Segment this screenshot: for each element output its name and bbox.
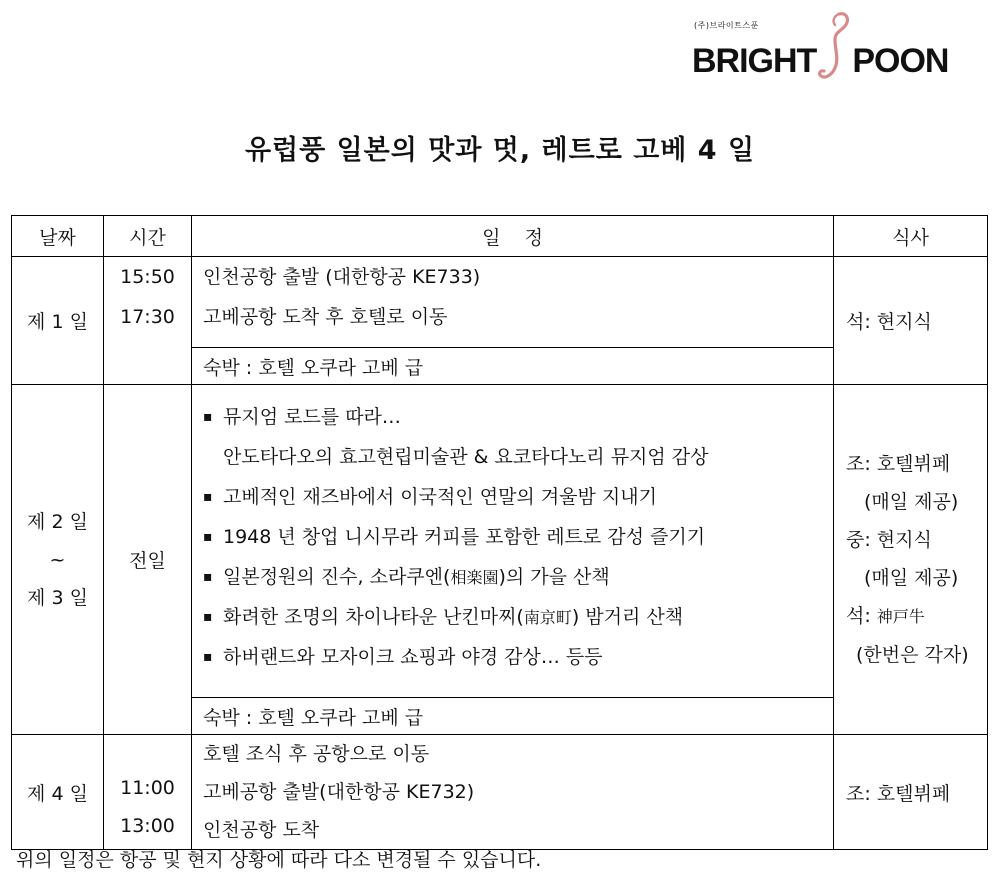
day23-bullet-3: ▪ 1948 년 창업 니시무라 커피를 포함한 레트로 감성 즐기기	[203, 517, 833, 557]
logo-company-name: (주)브라이트스푼	[694, 21, 759, 30]
day4-times	[104, 735, 192, 850]
day23-bullet-6: ▪ 하버랜드와 모자이크 쇼핑과 야경 감상… 등등	[203, 637, 833, 677]
spoon-swirl-icon	[817, 10, 851, 82]
day23-bullet-5-text: 화려한 조명의 차이나타운 난킨마찌(	[223, 606, 524, 628]
day1-schedule	[192, 257, 834, 348]
logo-wordmark	[692, 34, 948, 78]
day1-meal: 석: 현지식	[834, 257, 988, 385]
day1-date: 제 1 일	[12, 257, 104, 385]
logo-word-poon: POON	[852, 42, 949, 80]
day4-schedule	[192, 735, 834, 850]
day1-times	[104, 257, 192, 385]
day23-meal-dinner-label: 석:	[846, 605, 877, 627]
logo-word-bright: BRIGHT	[692, 42, 817, 80]
day23-stay: 숙박 : 호텔 오쿠라 고베 급	[192, 698, 834, 735]
day23-bullet-2: ▪ 고베적인 재즈바에서 이국적인 연말의 겨울밤 지내기	[203, 477, 833, 517]
day4-item-2: 고베공항 출발(대한항공 KE732)	[203, 781, 475, 803]
day23-row	[12, 385, 988, 698]
day23-meal-breakfast: 조: 호텔뷔페	[846, 453, 951, 475]
day1-time-2: 17:30	[120, 306, 175, 328]
day23-bullet-5	[203, 597, 833, 637]
day23-meal-dinner	[846, 597, 987, 636]
page-title: 유럽풍 일본의 맛과 멋, 레트로 고베 4 일	[244, 135, 756, 166]
day23-bullet-4-tail: )의 가을 산책	[498, 566, 610, 588]
day23-schedule	[192, 385, 834, 698]
day23-bullet-4-cjk: 相楽園	[450, 568, 499, 587]
day23-meal-lunch-note: (매일 제공)	[864, 567, 959, 589]
footnote: 위의 일정은 항공 및 현지 상황에 따라 다소 변경될 수 있습니다.	[16, 849, 542, 871]
day23-meals	[834, 385, 988, 735]
day23-date	[12, 385, 104, 735]
day23-bullet-4	[203, 557, 833, 597]
day23-meal-breakfast-note: (매일 제공)	[864, 491, 959, 513]
header-time: 시간	[104, 216, 192, 257]
day4-item-1: 호텔 조식 후 공항으로 이동	[203, 743, 430, 765]
day4-time-1: 11:00	[120, 777, 175, 799]
day23-meal-lunch: 중: 현지식	[846, 529, 932, 551]
day1-row	[12, 257, 988, 348]
day23-time: 전일	[104, 385, 192, 735]
day4-meal: 조: 호텔뷔페	[834, 735, 988, 850]
day23-date-end: 제 3 일	[27, 586, 88, 609]
day23-bullet-1-cont: 안도타다오의 효고현립미술관 & 요코타다노리 뮤지엄 감상	[223, 446, 709, 468]
table-header-row	[12, 216, 988, 257]
day23-bullet-5-tail: ) 밤거리 산책	[571, 606, 684, 628]
itinerary-table	[11, 215, 988, 850]
day23-bullet-1: ▪ 뮤지엄 로드를 따라…	[203, 397, 833, 437]
day1-time-1: 15:50	[120, 266, 175, 288]
header-meal: 식사	[834, 216, 988, 257]
day23-date-tilde: ~	[49, 548, 66, 571]
day23-bullet-5-cjk: 南京町	[523, 608, 572, 627]
day4-row	[12, 735, 988, 850]
brand-logo	[692, 6, 962, 84]
day1-item-1: 인천공항 출발 (대한항공 KE733)	[203, 266, 481, 288]
day23-meal-dinner-cjk: 神戸牛	[876, 607, 925, 626]
day1-stay: 숙박 : 호텔 오쿠라 고베 급	[192, 348, 834, 385]
day23-date-start: 제 2 일	[27, 510, 88, 533]
day23-meal-dinner-note: (한번은 각자)	[856, 644, 969, 666]
day4-date: 제 4 일	[12, 735, 104, 850]
header-date: 날짜	[12, 216, 104, 257]
header-schedule: 일 정	[192, 216, 834, 257]
day1-item-2: 고베공항 도착 후 호텔로 이동	[203, 306, 448, 328]
day23-bullet-4-text: 일본정원의 진수, 소라쿠엔(	[223, 566, 451, 588]
day4-time-2: 13:00	[120, 815, 175, 837]
day4-item-3: 인천공항 도착	[203, 819, 320, 841]
